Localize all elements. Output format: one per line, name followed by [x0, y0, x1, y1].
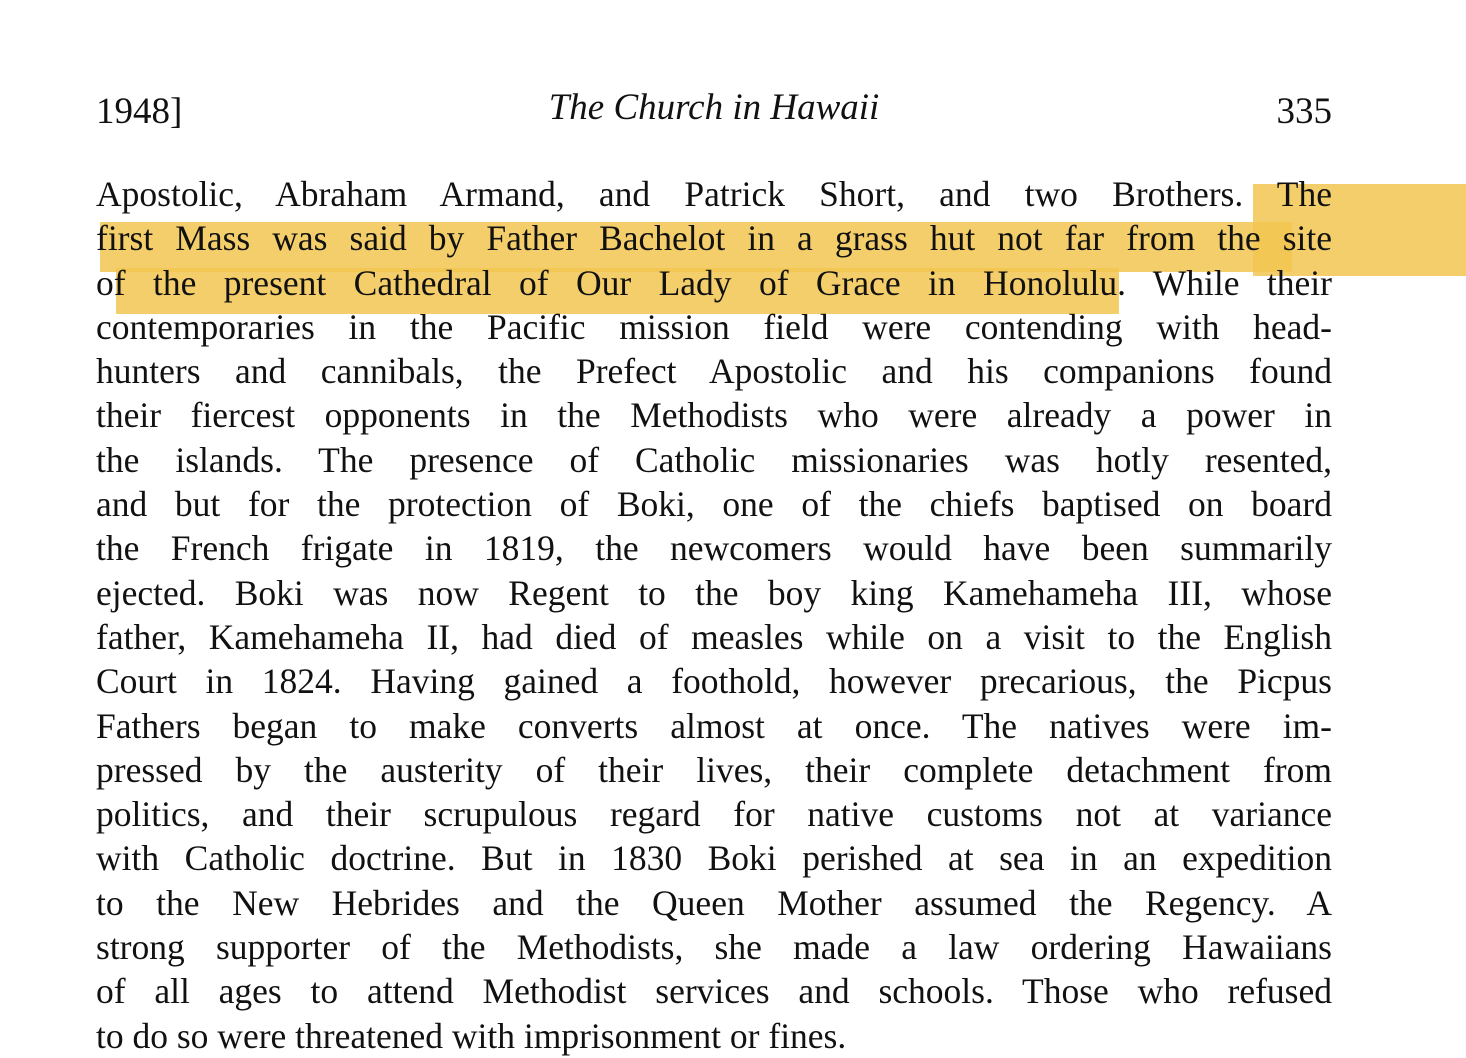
text-line: to do so were threatened with imprisonment or fines. — [96, 1015, 847, 1056]
text-line: contemporaries in the Pacific mission field were contending with head- — [96, 306, 1332, 347]
page-number: 335 — [1276, 91, 1332, 132]
text-line: politics, and their scrupulous regard for native customs not at variance — [96, 794, 1332, 835]
text-line: to the New Hebrides and the Queen Mother assumed the Regency. A — [96, 882, 1332, 923]
text-line: the islands. The presence of Catholic missionaries was hotly resented, — [96, 439, 1332, 480]
text-line: of the present Cathedral of Our Lady of Grace in Honolulu. While their — [96, 262, 1332, 303]
text-line: Fathers began to make converts almost at once. The natives were im- — [96, 705, 1332, 746]
body-text — [96, 172, 1332, 1058]
text-line: father, Kamehameha II, had died of measles while on a visit to the English — [96, 616, 1332, 657]
header-year: 1948] — [96, 91, 183, 132]
text-line: first Mass was said by Father Bachelot in a grass hut not far from the site — [96, 218, 1332, 259]
text-line: hunters and cannibals, the Prefect Apostolic and his companions found — [96, 351, 1332, 392]
text-line: Apostolic, Abraham Armand, and Patrick Short, and two Brothers. The — [96, 174, 1332, 214]
text-line: their fiercest opponents in the Methodists who were already a power in — [96, 395, 1332, 436]
text-line: pressed by the austerity of their lives, their complete detachment from — [96, 749, 1332, 790]
text-line: strong supporter of the Methodists, she made a law ordering Hawaiians — [96, 927, 1332, 968]
text-line: and but for the protection of Boki, one of the chiefs baptised on board — [96, 484, 1332, 525]
running-head — [96, 82, 1332, 132]
text-line: Court in 1824. Having gained a foothold, however precarious, the Picpus — [96, 661, 1332, 702]
text-line: ejected. Boki was now Regent to the boy king Kamehameha III, whose — [96, 572, 1332, 613]
text-line: with Catholic doctrine. But in 1830 Boki perished at sea in an expedition — [96, 838, 1332, 879]
text-line: the French frigate in 1819, the newcomers would have been summarily — [96, 528, 1332, 569]
header-title: The Church in Hawaii — [548, 87, 880, 128]
text-line: of all ages to attend Methodist services and schools. Those who refused — [96, 971, 1332, 1012]
